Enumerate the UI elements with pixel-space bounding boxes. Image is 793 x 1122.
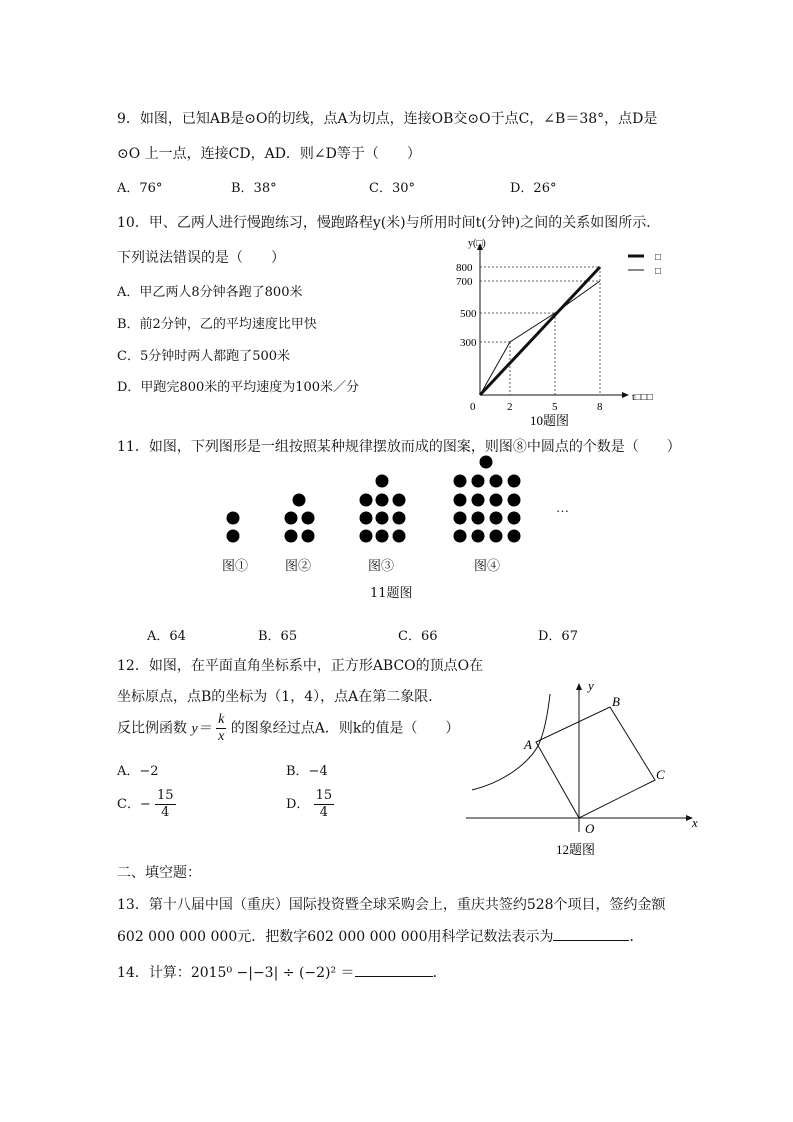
q14-wrap	[117, 962, 447, 982]
series-jia-line	[480, 267, 600, 395]
q9-option-d: D．26°	[510, 181, 557, 196]
q11-label-fig4: 图④	[474, 559, 501, 574]
q11-ellipsis: …	[556, 500, 569, 515]
y-axis-label: y(□)	[468, 238, 486, 249]
q12-line3-pre: 反比例函数	[117, 720, 187, 737]
q12-y-var: y＝	[191, 721, 212, 737]
q11-option-b: B．65	[258, 629, 298, 644]
q12-option-c-den: 4	[161, 805, 170, 820]
q10-line1: 10．甲、乙两人进行慢跑练习，慢跑路程y(米)与所用时间t(分钟)之间的关系如图所示．	[117, 215, 661, 231]
q10-graph	[440, 232, 680, 427]
q14-text: 14．计算：2015⁰ −|−3| ÷ (−2)² ＝	[117, 965, 355, 981]
q10-figure-caption: 10题图	[530, 413, 570, 427]
q11-option-c: C．66	[398, 629, 438, 644]
q12-option-d-fraction	[314, 788, 335, 821]
q12-option-a: A．−2	[117, 764, 159, 779]
q12-option-c-num: 15	[156, 788, 174, 803]
q10-option-a: A．甲乙两人8分钟各跑了800米	[117, 285, 303, 300]
label-y: y	[588, 678, 594, 693]
square-abco	[536, 707, 655, 818]
x-tick-8: 8	[597, 401, 603, 413]
q12-graph	[460, 672, 710, 862]
q12-option-d-num: 15	[315, 788, 333, 803]
q12-option-d-den: 4	[319, 805, 328, 820]
label-c: C	[656, 767, 665, 782]
q12-k-over-x	[216, 712, 226, 745]
x-tick-0: 0	[470, 401, 476, 413]
q14-end: ．	[432, 965, 447, 981]
y-tick-800: 800	[456, 262, 473, 274]
q10-line2: 下列说法错误的是（ ）	[117, 250, 285, 266]
q13-line1: 13．第十八届中国（重庆）国际投资暨全球采购会上，重庆共签约528个项目，签约金额	[117, 897, 666, 913]
q12-line2: 坐标原点，点B的坐标为（1，4），点A在第二象限．	[117, 689, 443, 705]
q12-option-c-fraction	[155, 788, 176, 821]
y-tick-300: 300	[460, 337, 477, 349]
q12-frac-den: x	[218, 729, 225, 744]
q10-option-b: B．前2分钟，乙的平均速度比甲快	[117, 317, 317, 332]
q12-figure-caption: 12题图	[556, 842, 596, 857]
q12-option-b: B．−4	[286, 764, 328, 779]
q11-label-fig2: 图②	[285, 559, 312, 574]
q9-option-b: B．38°	[231, 181, 277, 196]
q13-line2: 602 000 000 000元．把数字602 000 000 000用科学记数法表示为	[117, 929, 554, 945]
q9-option-c: C．30°	[369, 181, 415, 196]
q11-label-fig1: 图①	[222, 559, 249, 574]
section-title-fill-in: 二、填空题：	[117, 865, 201, 881]
q9-option-a: A．76°	[117, 181, 163, 196]
q12-line3-post: 的图象经过点A．则k的值是（ ）	[230, 720, 460, 737]
q12-option-d	[286, 788, 334, 821]
label-o: O	[585, 821, 595, 836]
hyperbola-curve	[472, 694, 550, 790]
label-b: B	[612, 694, 620, 709]
q10-option-d: D．甲跑完800米的平均速度为100米／分	[117, 380, 360, 395]
q13-line2-wrap	[117, 926, 643, 946]
q11-option-a: A．64	[147, 629, 186, 644]
legend-yi-label: □	[655, 266, 662, 277]
x-axis-label: t□□□	[632, 392, 653, 403]
y-tick-500: 500	[460, 308, 477, 320]
q12-option-c	[117, 788, 176, 821]
legend-jia-label: □	[655, 252, 662, 263]
q9-line1: 9．如图，已知AB是⊙O的切线，点A为切点，连接OB交⊙O于点C，∠B＝38°，点D是	[117, 111, 658, 127]
q14-answer-blank[interactable]	[355, 962, 433, 977]
q13-answer-blank[interactable]	[553, 926, 629, 941]
q11-label-fig3: 图③	[368, 559, 395, 574]
q12-option-d-label: D．	[286, 797, 310, 812]
q12-option-c-label: C．−	[117, 797, 151, 812]
q12-line1: 12．如图，在平面直角坐标系中，正方形ABCO的顶点O在	[117, 658, 484, 674]
label-x: x	[692, 815, 698, 830]
q11-figure-caption: 11题图	[370, 586, 413, 601]
q10-option-c: C．5分钟时两人都跑了500米	[117, 349, 291, 364]
q11-line1: 11．如图，下列图形是一组按照某种规律摆放而成的图案，则图⑧中圆点的个数是（ ）	[117, 439, 681, 455]
q12-frac-num: k	[218, 712, 225, 727]
q13-end: ．	[629, 929, 644, 945]
q11-option-d: D．67	[538, 629, 578, 644]
q12-line3	[117, 712, 459, 745]
y-tick-700: 700	[456, 276, 473, 288]
x-tick-5: 5	[552, 401, 558, 413]
q9-line2: ⊙O 上一点，连接CD，AD．则∠D等于（ ）	[117, 146, 421, 162]
x-tick-2: 2	[507, 401, 513, 413]
label-a: A	[524, 737, 532, 752]
